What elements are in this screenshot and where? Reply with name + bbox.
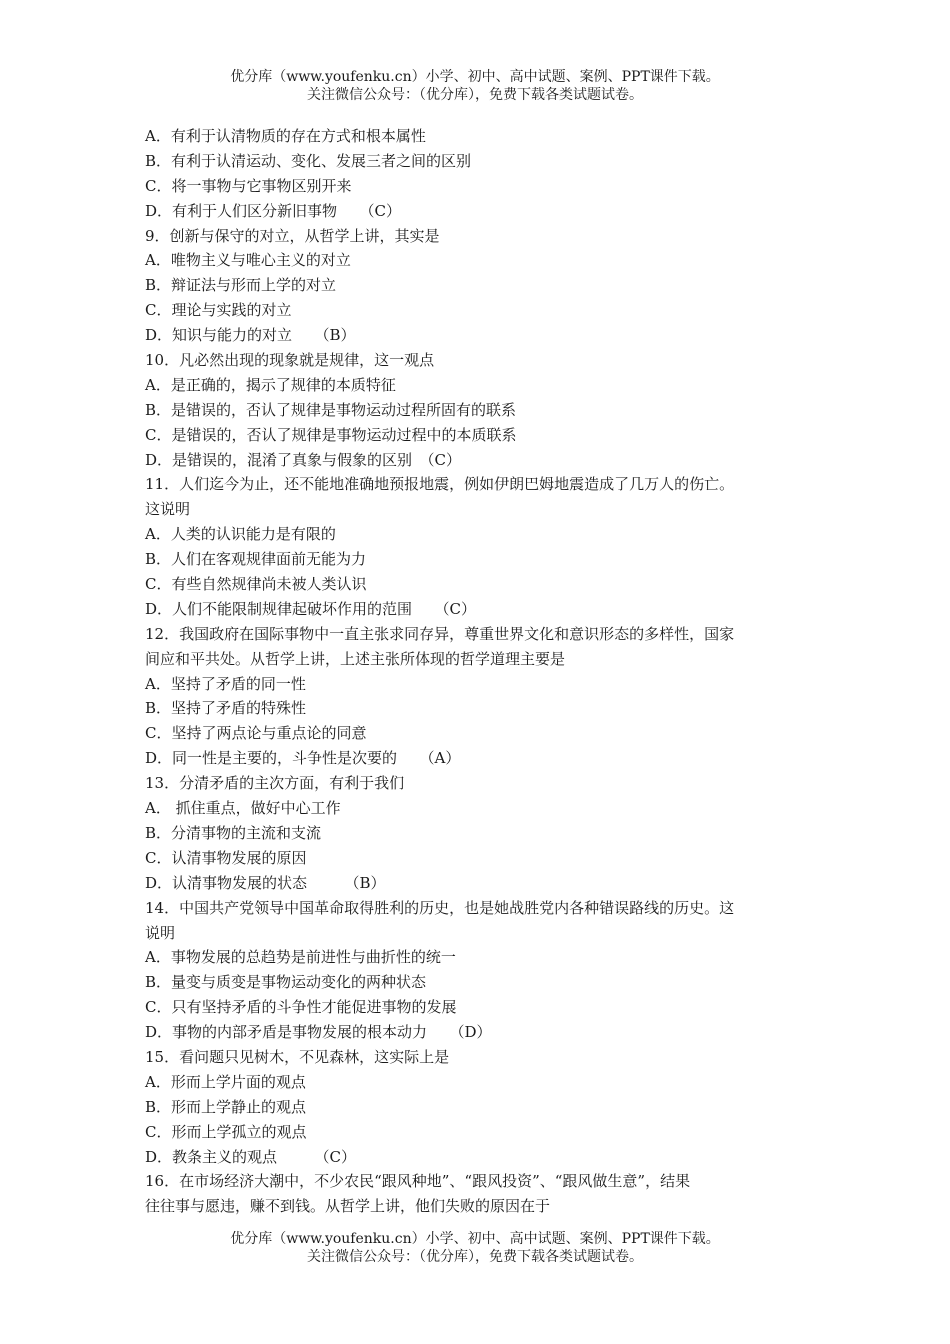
question-stem: 11．人们迄今为止，还不能地准确地预报地震，例如伊朗巴姆地震造成了几万人的伤亡。 bbox=[145, 475, 735, 494]
option-line: A．有利于认清物质的存在方式和根本属性 bbox=[145, 127, 426, 145]
question-stem: 12．我国政府在国际事物中一直主张求同存异，尊重世界文化和意识形态的多样性，国家 bbox=[145, 624, 735, 643]
option-line-with-answer: D．事物的内部矛盾是事物发展的根本动力 （D） bbox=[145, 1023, 492, 1042]
option-line: B．人们在客观规律面前无能为力 bbox=[145, 550, 367, 569]
option-line-with-answer: D．知识与能力的对立 （B） bbox=[145, 326, 356, 345]
option-line: C．坚持了两点论与重点论的同意 bbox=[145, 724, 367, 743]
option-line: A．人类的认识能力是有限的 bbox=[145, 525, 336, 544]
option-line: C．只有坚持矛盾的斗争性才能促进事物的发展 bbox=[145, 998, 457, 1017]
page-header bbox=[0, 68, 950, 104]
question-stem: 16．在市场经济大潮中，不少农民“跟风种地”、“跟风投资”、“跟风做生意”，结果 bbox=[145, 1172, 691, 1191]
question-stem-continued: 这说明 bbox=[145, 500, 191, 519]
option-line: B．有利于认清运动、变化、发展三者之间的区别 bbox=[145, 151, 472, 170]
question-stem: 13．分清矛盾的主次方面，有利于我们 bbox=[145, 774, 405, 793]
option-line: B．辩证法与形而上学的对立 bbox=[145, 276, 337, 295]
option-line: C．理论与实践的对立 bbox=[145, 301, 292, 320]
option-line-with-answer: D．同一性是主要的，斗争性是次要的 （A） bbox=[145, 749, 461, 768]
option-line: C．有些自然规律尚未被人类认识 bbox=[145, 575, 367, 594]
option-line-with-answer: D．人们不能限制规律起破坏作用的范围 （C） bbox=[145, 599, 477, 618]
option-line: B．坚持了矛盾的特殊性 bbox=[145, 699, 307, 718]
question-stem: 9．创新与保守的对立，从哲学上讲，其实是 bbox=[145, 226, 440, 245]
header-line-2: 关注微信公众号：（优分库），免费下载各类试题试卷。 bbox=[307, 87, 643, 103]
question-stem: 15．看问题只见树木，不见森林，这实际上是 bbox=[145, 1047, 450, 1066]
footer-line-1: 优分库（www.youfenku.cn）小学、初中、高中试题、案例、PPT课件下载。 bbox=[230, 1231, 720, 1247]
option-line-with-answer: D．是错误的，混淆了真象与假象的区别 （C） bbox=[145, 450, 462, 469]
option-line-with-answer: D．教条主义的观点 （C） bbox=[145, 1147, 357, 1166]
option-line: A．事物发展的总趋势是前进性与曲折性的统一 bbox=[145, 948, 456, 967]
option-line: B．量变与质变是事物运动变化的两种状态 bbox=[145, 973, 427, 992]
question-stem: 14．中国共产党领导中国革命取得胜利的历史，也是她战胜党内各种错误路线的历史。这 bbox=[145, 898, 735, 917]
question-stem-continued: 说明 bbox=[145, 923, 176, 942]
page-footer bbox=[0, 1230, 950, 1266]
option-line-with-answer: D．有利于人们区分新旧事物 （C） bbox=[145, 201, 402, 220]
option-line: C．将一事物与它事物区别开来 bbox=[145, 176, 352, 195]
option-line: C．形而上学孤立的观点 bbox=[145, 1122, 307, 1141]
option-line: B．是错误的，否认了规律是事物运动过程所固有的联系 bbox=[145, 400, 517, 419]
option-line: A．坚持了矛盾的同一性 bbox=[145, 674, 306, 693]
option-line: B．形而上学静止的观点 bbox=[145, 1097, 307, 1116]
option-line: A．形而上学片面的观点 bbox=[145, 1072, 306, 1091]
question-stem-continued: 间应和平共处。从哲学上讲，上述主张所体现的哲学道理主要是 bbox=[145, 649, 566, 668]
header-line-1: 优分库（www.youfenku.cn）小学、初中、高中试题、案例、PPT课件下载。 bbox=[230, 69, 720, 85]
option-line: A． 抓住重点，做好中心工作 bbox=[145, 799, 341, 818]
question-body bbox=[145, 124, 810, 1219]
option-line: C．认清事物发展的原因 bbox=[145, 848, 307, 867]
option-line-with-answer: D．认清事物发展的状态 （B） bbox=[145, 873, 386, 892]
option-line: B．分清事物的主流和支流 bbox=[145, 823, 322, 842]
question-stem-continued: 往往事与愿违，赚不到钱。从哲学上讲，他们失败的原因在于 bbox=[145, 1197, 551, 1216]
question-stem: 10．凡必然出现的现象就是规律，这一观点 bbox=[145, 351, 435, 370]
option-line: C．是错误的，否认了规律是事物运动过程中的本质联系 bbox=[145, 425, 517, 444]
option-line: A．唯物主义与唯心主义的对立 bbox=[145, 251, 351, 270]
option-line: A．是正确的，揭示了规律的本质特征 bbox=[145, 375, 396, 394]
footer-line-2: 关注微信公众号：（优分库），免费下载各类试题试卷。 bbox=[307, 1249, 643, 1265]
